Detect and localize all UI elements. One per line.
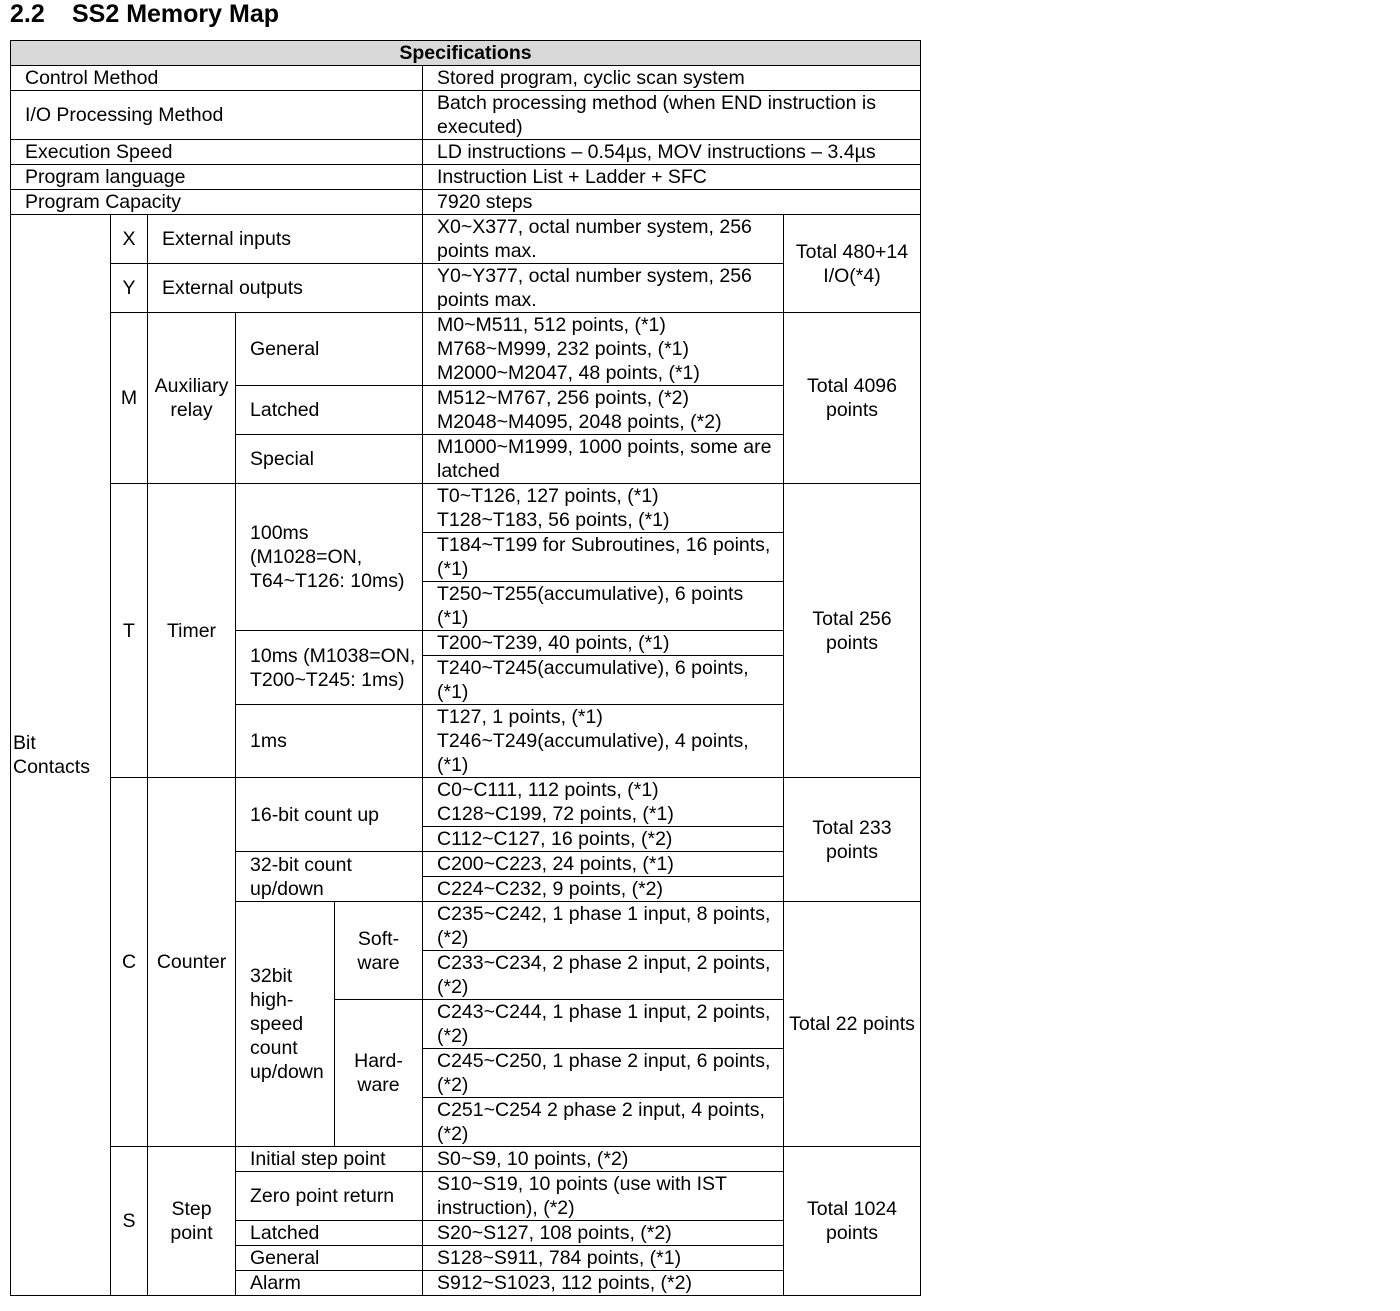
device-letter-s: S (111, 1147, 148, 1296)
row-label: Program Capacity (11, 190, 423, 215)
table-row (11, 778, 921, 827)
table-header: Specifications (11, 41, 921, 66)
range-line: C128~C199, 72 points, (*1) (437, 803, 674, 825)
table-row (11, 484, 921, 533)
c-highspeed-value: C233~C234, 2 phase 2 input, 2 points, (*2) (423, 951, 784, 1000)
device-name-s: Step point (148, 1147, 236, 1296)
row-value: LD instructions – 0.54µs, MOV instructions – 3.4µs (423, 140, 921, 165)
section-heading (10, 0, 279, 28)
c-32bit-value: C224~C232, 9 points, (*2) (423, 877, 784, 902)
table-row (11, 91, 921, 140)
s-row-value: S20~S127, 108 points, (*2) (423, 1221, 784, 1246)
device-letter-t: T (111, 484, 148, 778)
c-32bit-value: C200~C223, 24 points, (*1) (423, 852, 784, 877)
m-latched-label: Latched (236, 386, 423, 435)
device-name-c: Counter (148, 778, 236, 1147)
t-100ms-label: 100ms (M1028=ON, T64~T126: 10ms) (236, 484, 423, 631)
c-hardware-label: Hard-ware (335, 1000, 423, 1147)
s-row-label: General (236, 1246, 423, 1271)
s-row-value: S0~S9, 10 points, (*2) (423, 1147, 784, 1172)
s-row-label: Zero point return (236, 1172, 423, 1221)
device-name-x: External inputs (148, 215, 423, 264)
c-highspeed-label: 32bit high-speed count up/down (236, 902, 335, 1147)
range-line: M0~M511, 512 points, (*1) (437, 314, 666, 336)
range-line: M2000~M2047, 48 points, (*1) (437, 362, 700, 384)
c-32bit-label: 32-bit count up/down (236, 852, 423, 902)
c-software-label: Soft-ware (335, 902, 423, 1000)
row-label: Control Method (11, 66, 423, 91)
section-title: SS2 Memory Map (72, 0, 280, 28)
range-line: T0~T126, 127 points, (*1) (437, 485, 659, 507)
c-highspeed-value: C251~C254 2 phase 2 input, 4 points, (*2) (423, 1098, 784, 1147)
t-1ms-value (423, 705, 784, 778)
t-10ms-value: T200~T239, 40 points, (*1) (423, 631, 784, 656)
range-line: C0~C111, 112 points, (*1) (437, 779, 659, 801)
device-name-t: Timer (148, 484, 236, 778)
section-number: 2.2 (10, 0, 45, 28)
c-highspeed-value: C245~C250, 1 phase 2 input, 6 points, (*2) (423, 1049, 784, 1098)
m-general-label: General (236, 313, 423, 386)
device-range-x: X0~X377, octal number system, 256 points max. (423, 215, 784, 264)
device-name-y: External outputs (148, 264, 423, 313)
row-value: Batch processing method (when END instruction is executed) (423, 91, 921, 140)
row-value: 7920 steps (423, 190, 921, 215)
range-line: M768~M999, 232 points, (*1) (437, 338, 690, 360)
m-special-value: M1000~M1999, 1000 points, some are latched (423, 435, 784, 484)
total-c-b: Total 22 points (784, 902, 921, 1147)
s-row-label: Alarm (236, 1271, 423, 1296)
c-highspeed-value: C243~C244, 1 phase 1 input, 2 points, (*2) (423, 1000, 784, 1049)
m-general-value (423, 313, 784, 386)
table-row (11, 165, 921, 190)
device-name-m: Auxiliary relay (148, 313, 236, 484)
total-xy: Total 480+14 I/O(*4) (784, 215, 921, 313)
device-letter-m: M (111, 313, 148, 484)
c-16bit-value: C112~C127, 16 points, (*2) (423, 827, 784, 852)
c-16bit-value (423, 778, 784, 827)
t-1ms-label: 1ms (236, 705, 423, 778)
row-value: Stored program, cyclic scan system (423, 66, 921, 91)
s-row-label: Latched (236, 1221, 423, 1246)
s-row-label: Initial step point (236, 1147, 423, 1172)
t-100ms-value: T184~T199 for Subroutines, 16 points, (*1) (423, 533, 784, 582)
table-row (11, 190, 921, 215)
t-10ms-value: T240~T245(accumulative), 6 points, (*1) (423, 656, 784, 705)
bit-contacts-label: Bit Contacts (11, 215, 111, 1296)
range-line: M512~M767, 256 points, (*2) (437, 387, 690, 409)
table-row (11, 1147, 921, 1172)
total-c-a: Total 233 points (784, 778, 921, 902)
device-letter-x: X (111, 215, 148, 264)
total-t: Total 256 points (784, 484, 921, 778)
m-latched-value (423, 386, 784, 435)
device-letter-y: Y (111, 264, 148, 313)
t-100ms-value (423, 484, 784, 533)
row-label: I/O Processing Method (11, 91, 423, 140)
range-line: T128~T183, 56 points, (*1) (437, 509, 670, 531)
t-100ms-value: T250~T255(accumulative), 6 points (*1) (423, 582, 784, 631)
table-row (11, 215, 921, 264)
m-special-label: Special (236, 435, 423, 484)
range-line: M2048~M4095, 2048 points, (*2) (437, 411, 722, 433)
row-value: Instruction List + Ladder + SFC (423, 165, 921, 190)
t-10ms-label: 10ms (M1038=ON, T200~T245: 1ms) (236, 631, 423, 705)
row-label: Execution Speed (11, 140, 423, 165)
c-highspeed-value: C235~C242, 1 phase 1 input, 8 points, (*2) (423, 902, 784, 951)
s-row-value: S10~S19, 10 points (use with IST instruction), (*2) (423, 1172, 784, 1221)
range-line: T246~T249(accumulative), 4 points, (*1) (437, 730, 749, 776)
range-line: T127, 1 points, (*1) (437, 706, 603, 728)
table-row (11, 66, 921, 91)
device-range-y: Y0~Y377, octal number system, 256 points max. (423, 264, 784, 313)
c-16bit-label: 16-bit count up (236, 778, 423, 852)
table-row (11, 140, 921, 165)
memory-map-table (10, 40, 921, 1296)
total-s: Total 1024 points (784, 1147, 921, 1296)
s-row-value: S912~S1023, 112 points, (*2) (423, 1271, 784, 1296)
row-label: Program language (11, 165, 423, 190)
total-m: Total 4096 points (784, 313, 921, 484)
table-row (11, 313, 921, 386)
device-letter-c: C (111, 778, 148, 1147)
s-row-value: S128~S911, 784 points, (*1) (423, 1246, 784, 1271)
